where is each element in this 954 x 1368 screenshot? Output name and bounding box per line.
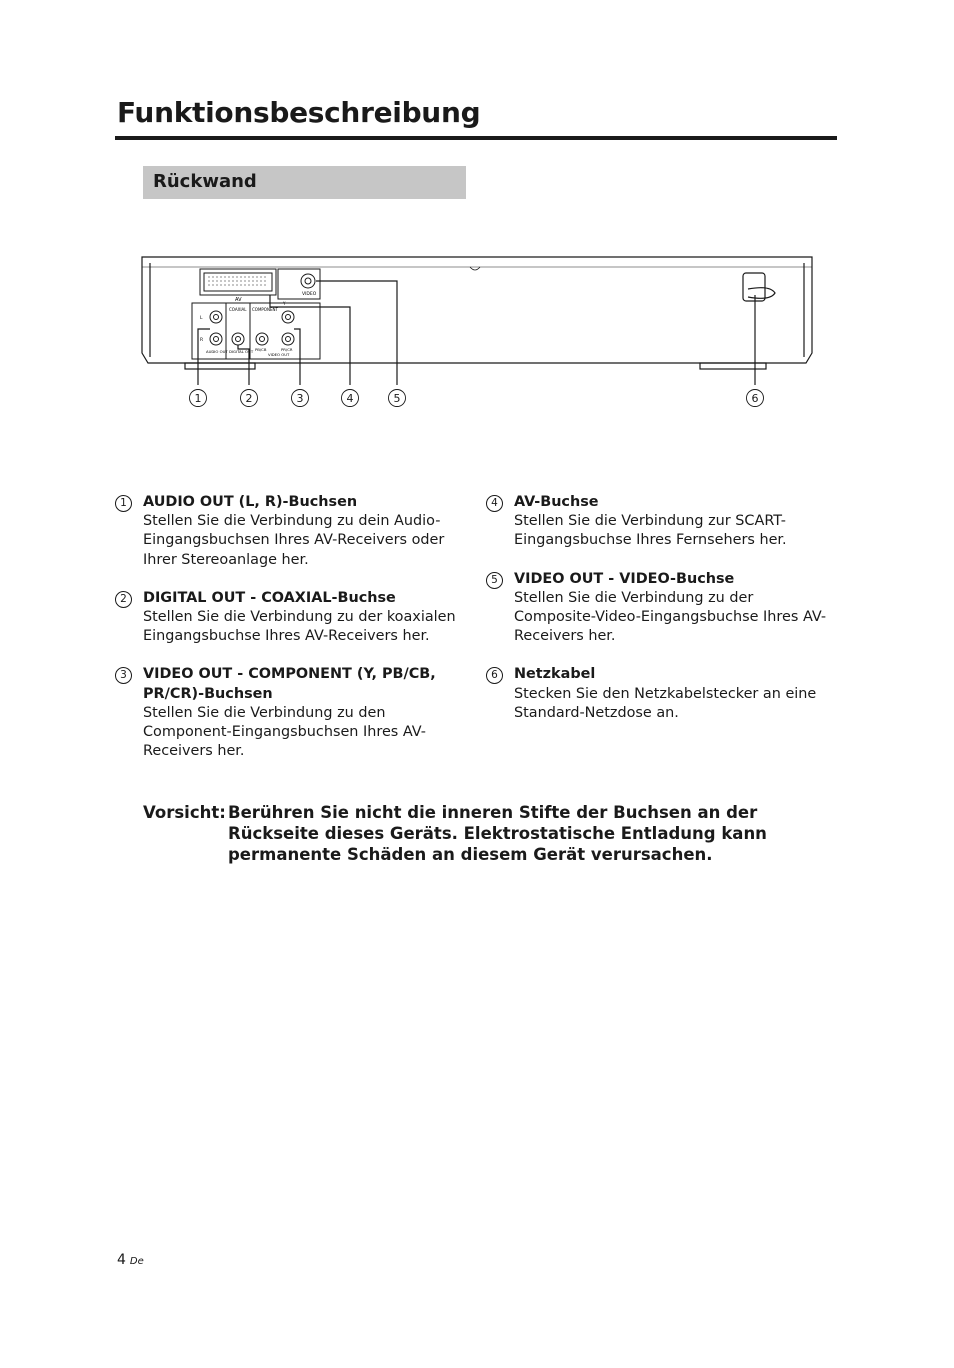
y-label: Y [283, 301, 286, 306]
coaxial-jack [232, 333, 244, 345]
rear-panel-diagram [130, 245, 820, 415]
callout-labels [190, 390, 764, 407]
leader-lines [198, 281, 755, 385]
description-item [115, 589, 470, 647]
pr-cr-label: PR/CR [281, 347, 293, 352]
audio-l-jack [210, 311, 222, 323]
description-item [486, 493, 836, 551]
component-pb-jack [256, 333, 268, 345]
component-y-jack [282, 311, 294, 323]
item-description: Stellen Sie die Verbindung zu der koaxialen Eingangsbuchse Ihres AV-Receivers her. [143, 609, 456, 645]
item-heading: AUDIO OUT (L, R)-Buchsen [143, 494, 358, 510]
section-heading [143, 166, 466, 199]
warning-label: Vorsicht: [143, 803, 226, 822]
description-item [115, 493, 470, 570]
scart-connector [200, 269, 276, 295]
callout-5: 5 [393, 392, 401, 405]
item-number: 1 [115, 495, 132, 512]
title-rule [115, 136, 837, 140]
pb-cb-label: PB/CB [255, 347, 267, 352]
item-number: 2 [115, 591, 132, 608]
item-description: Stecken Sie den Netzkabelstecker an eine Standard-Netzdose an. [514, 685, 817, 721]
component-pr-jack [282, 333, 294, 345]
callout-6: 6 [751, 392, 759, 405]
item-heading: VIDEO OUT - COMPONENT (Y, PB/CB, PR/CR)-Buchsen [143, 666, 436, 702]
item-number: 4 [486, 495, 503, 512]
video-label: VIDEO [302, 292, 317, 297]
item-heading: VIDEO OUT - VIDEO-Buchse [514, 570, 735, 587]
description-column-left [115, 493, 470, 780]
item-number: 5 [486, 572, 503, 589]
description-item [486, 665, 836, 723]
item-description: Stellen Sie die Verbindung zu der Composite-Video-Eingangsbuchse Ihres AV-Receivers her. [514, 589, 827, 645]
description-item [115, 665, 470, 761]
item-description: Stellen Sie die Verbindung zur SCART-Eingangsbuchse Ihres Fernsehers her. [514, 513, 787, 549]
audio-r-jack [210, 333, 222, 345]
power-cord [743, 273, 775, 301]
description-column-right [486, 493, 836, 742]
description-item [486, 570, 836, 647]
callout-3: 3 [296, 392, 304, 405]
component-label: COMPONENT [252, 307, 278, 312]
digital-out-label: DIGITAL OUT [229, 349, 254, 354]
page-footer [117, 1252, 144, 1268]
item-heading: Netzkabel [514, 666, 596, 683]
warning-text: Berühren Sie nicht die inneren Stifte der Buchsen an der Rückseite dieses Geräts. Elektrostatische Entladung kann permanente Schäden an diesem Gerät verursachen. [228, 803, 767, 864]
audio-l-label: L [200, 316, 203, 321]
panel-jacks [210, 311, 294, 345]
item-description: Stellen Sie die Verbindung zu den Component-Eingangsbuchsen Ihres AV-Receivers her. [143, 704, 426, 760]
item-heading: AV-Buchse [514, 494, 599, 510]
callout-4: 4 [346, 392, 354, 405]
item-description: Stellen Sie die Verbindung zu dein Audio-Eingangsbuchsen Ihres AV-Receivers oder Ihrer Stereoanlage her. [143, 513, 445, 568]
page-number: 4 [117, 1252, 126, 1268]
callout-1: 1 [194, 392, 202, 405]
language-code: De [129, 1256, 144, 1267]
video-out-label: VIDEO OUT [268, 352, 290, 357]
coaxial-label: COAXIAL [229, 307, 247, 312]
item-number: 3 [115, 667, 132, 684]
section-heading-label: Rückwand [153, 171, 257, 192]
callout-2: 2 [245, 392, 253, 405]
page-title: Funktionsbeschreibung [117, 96, 481, 129]
audio-out-label: AUDIO OUT [206, 349, 228, 354]
item-heading: DIGITAL OUT - COAXIAL-Buchse [143, 589, 396, 606]
av-label: AV [235, 297, 242, 303]
item-number: 6 [486, 667, 503, 684]
audio-r-label: R [200, 338, 204, 343]
